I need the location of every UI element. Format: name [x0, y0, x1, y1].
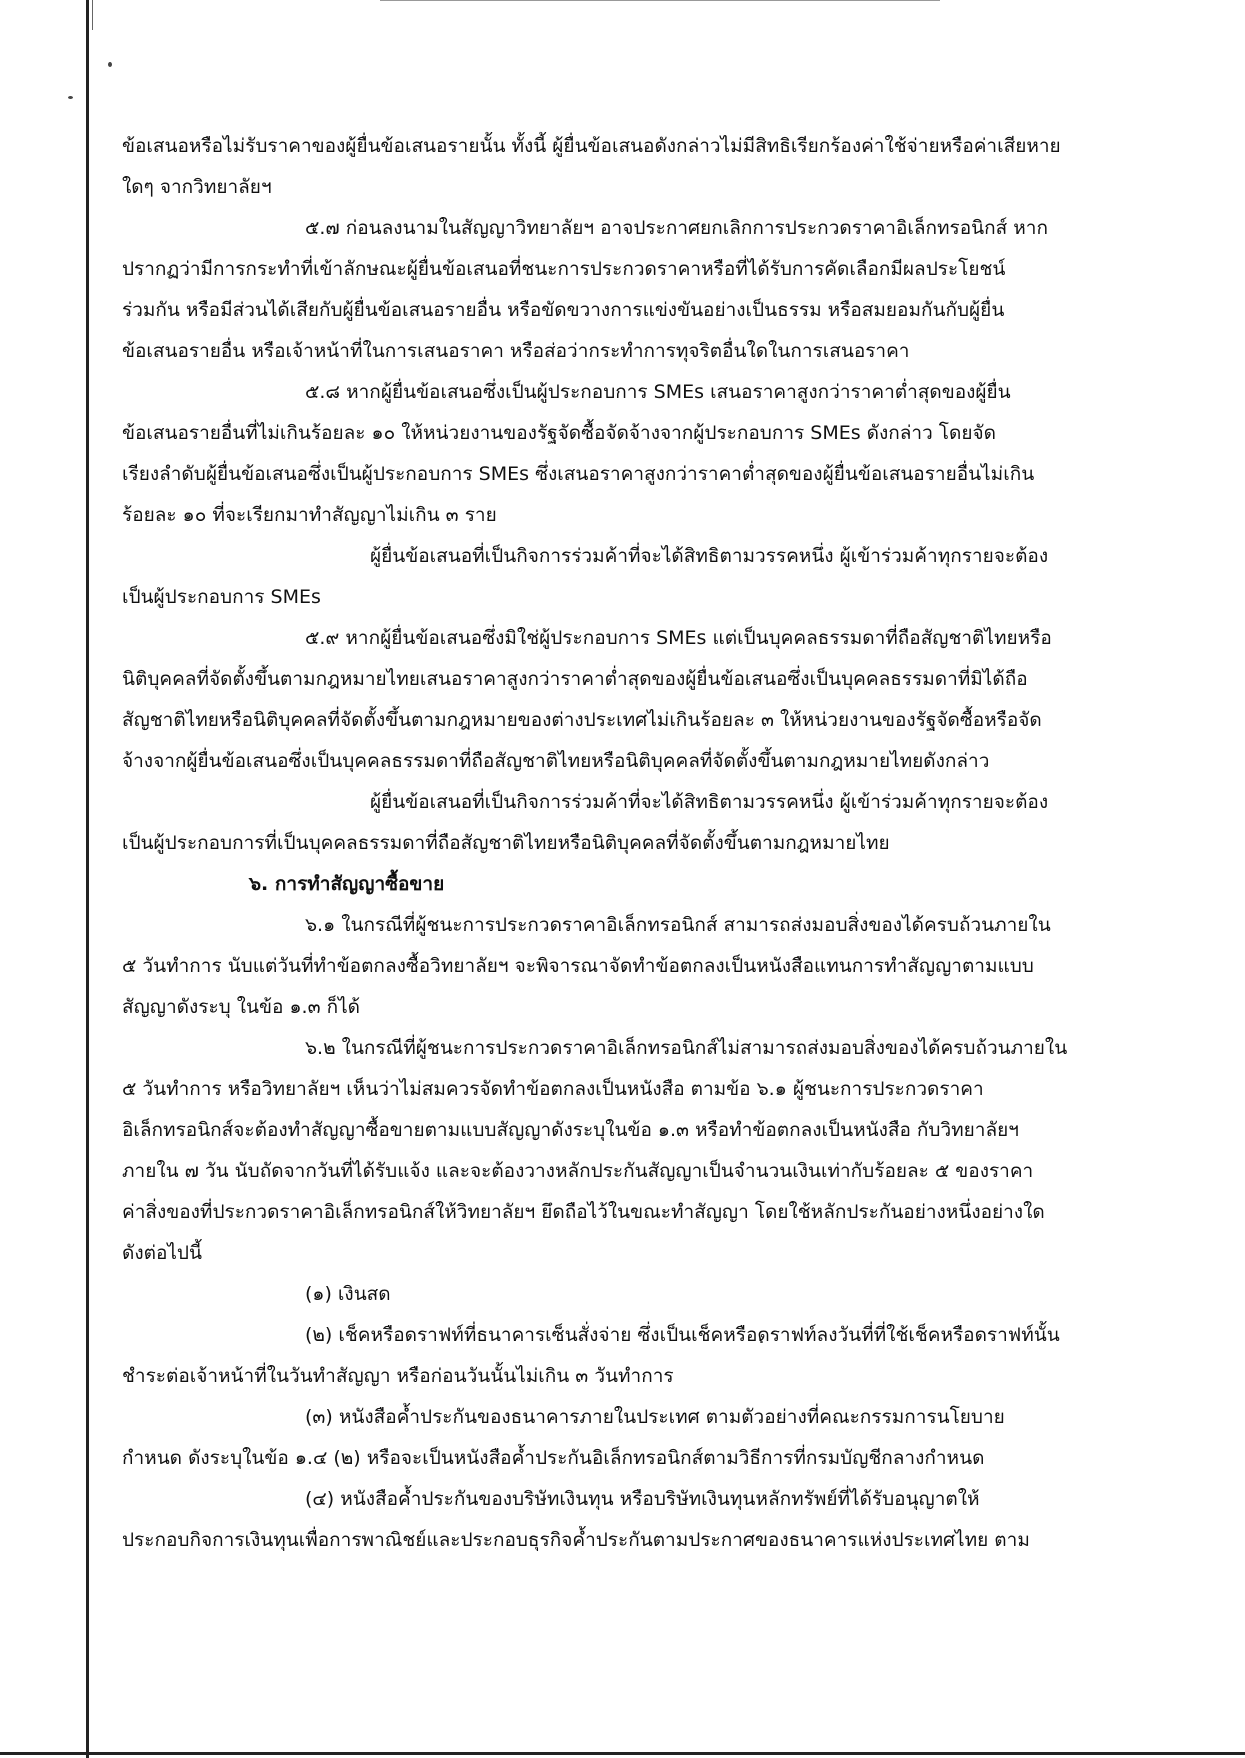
- text-line: ๕.๗ ก่อนลงนามในสัญญาวิทยาลัยฯ อาจประกาศยกเลิกการประกวดราคาอิเล็กทรอนิกส์ หาก: [305, 217, 1048, 239]
- text-line: ข้อเสนอรายอื่น หรือเจ้าหน้าที่ในการเสนอราคา หรือส่อว่ากระทำการทุจริตอื่นใดในการเสนอราคา: [122, 340, 910, 362]
- document-page: [122, 126, 1130, 1561]
- text-line: ผู้ยื่นข้อเสนอที่เป็นกิจการร่วมค้าที่จะได้สิทธิตามวรรคหนึ่ง ผู้เข้าร่วมค้าทุกรายจะต้อง: [370, 791, 1049, 813]
- scan-border-left: [86, 0, 89, 1758]
- section-heading: ๖. การทำสัญญาซื้อขาย: [249, 873, 445, 895]
- scan-speck: [68, 96, 73, 99]
- text-line: ชำระต่อเจ้าหน้าที่ในวันทำสัญญา หรือก่อนวันนั้นไม่เกิน ๓ วันทำการ: [122, 1365, 674, 1387]
- scan-border-left-faint: [92, 0, 93, 30]
- text-line: ๖.๑ ในกรณีที่ผู้ชนะการประกวดราคาอิเล็กทรอนิกส์ สามารถส่งมอบสิ่งของได้ครบถ้วนภายใน: [305, 914, 1051, 936]
- text-line: ร้อยละ ๑๐ ที่จะเรียกมาทำสัญญาไม่เกิน ๓ ราย: [122, 504, 497, 526]
- text-line: (๑) เงินสด: [305, 1283, 391, 1305]
- text-line: สัญญาดังระบุ ในข้อ ๑.๓ ก็ได้: [122, 996, 361, 1018]
- text-line: ภายใน ๗ วัน นับถัดจากวันที่ได้รับแจ้ง และจะต้องวางหลักประกันสัญญาเป็นจำนวนเงินเท่ากับร้อยละ ๕ ของราคา: [122, 1160, 1034, 1182]
- text-line: กำหนด ดังระบุในข้อ ๑.๔ (๒) หรือจะเป็นหนังสือค้ำประกันอิเล็กทรอนิกส์ตามวิธีการที่กรมบัญชีกลางกำหนด: [122, 1447, 985, 1469]
- text-line: อิเล็กทรอนิกส์จะต้องทำสัญญาซื้อขายตามแบบสัญญาดังระบุในข้อ ๑.๓ หรือทำข้อตกลงเป็นหนังสือ กับวิทยาลัยฯ: [122, 1119, 1019, 1141]
- text-line: ปรากฏว่ามีการกระทำที่เข้าลักษณะผู้ยื่นข้อเสนอที่ชนะการประกวดราคาหรือที่ได้รับการคัดเลือกมีผลประโยชน์: [122, 258, 1006, 280]
- text-line: เป็นผู้ประกอบการที่เป็นบุคคลธรรมดาที่ถือสัญชาติไทยหรือนิติบุคคลที่จัดตั้งขึ้นตามกฎหมายไทย: [122, 832, 890, 854]
- text-line: ร่วมกัน หรือมีส่วนได้เสียกับผู้ยื่นข้อเสนอรายอื่น หรือขัดขวางการแข่งขันอย่างเป็นธรรม หรือสมยอมกันกับผู้ยื่น: [122, 299, 1005, 321]
- text-line: ๕.๙ หากผู้ยื่นข้อเสนอซึ่งมิใช่ผู้ประกอบการ SMEs แต่เป็นบุคคลธรรมดาที่ถือสัญชาติไทยหรือ: [305, 627, 1052, 649]
- scan-border-top: [380, 0, 940, 1]
- text-line: ค่าสิ่งของที่ประกวดราคาอิเล็กทรอนิกส์ให้วิทยาลัยฯ ยึดถือไว้ในขณะทำสัญญา โดยใช้หลักประกันอย่างหนึ่งอย่างใด: [122, 1201, 1045, 1223]
- text-line: ข้อเสนอรายอื่นที่ไม่เกินร้อยละ ๑๐ ให้หน่วยงานของรัฐจัดซื้อจัดจ้างจากผู้ประกอบการ SMEs ดังกล่าว โดยจัด: [122, 422, 996, 444]
- text-line: (๓) หนังสือค้ำประกันของธนาคารภายในประเทศ ตามตัวอย่างที่คณะกรรมการนโยบาย: [305, 1406, 1005, 1428]
- scan-speck: [108, 62, 112, 67]
- text-line: (๒) เช็คหรือดราฟท์ที่ธนาคารเซ็นสั่งจ่าย ซึ่งเป็นเช็คหรือดราฟท์ลงวันที่ที่ใช้เช็คหรือดราฟท์นั้น: [305, 1324, 1060, 1346]
- text-line: สัญชาติไทยหรือนิติบุคคลที่จัดตั้งขึ้นตามกฎหมายของต่างประเทศไม่เกินร้อยละ ๓ ให้หน่วยงานของรัฐจัดซื้อหรือจัด: [122, 709, 1042, 731]
- text-line: ประกอบกิจการเงินทุนเพื่อการพาณิชย์และประกอบธุรกิจค้ำประกันตามประกาศของธนาคารแห่งประเทศไทย ตาม: [122, 1529, 1030, 1551]
- text-line: ดังต่อไปนี้: [122, 1242, 202, 1264]
- text-line: (๔) หนังสือค้ำประกันของบริษัทเงินทุน หรือบริษัทเงินทุนหลักทรัพย์ที่ได้รับอนุญาตให้: [305, 1488, 980, 1510]
- scan-border-bottom: [0, 1752, 1245, 1755]
- text-line: เรียงลำดับผู้ยื่นข้อเสนอซึ่งเป็นผู้ประกอบการ SMEs ซึ่งเสนอราคาสูงกว่าราคาต่ำสุดของผู้ยื่นข้อเสนอรายอื่นไม่เกิน: [122, 463, 1035, 485]
- text-line: เป็นผู้ประกอบการ SMEs: [122, 586, 321, 608]
- text-line: จ้างจากผู้ยื่นข้อเสนอซึ่งเป็นบุคคลธรรมดาที่ถือสัญชาติไทยหรือนิติบุคคลที่จัดตั้งขึ้นตามกฎหมายไทยดังกล่าว: [122, 750, 990, 772]
- text-line: ๕ วันทำการ หรือวิทยาลัยฯ เห็นว่าไม่สมควรจัดทำข้อตกลงเป็นหนังสือ ตามข้อ ๖.๑ ผู้ชนะการประกวดราคา: [122, 1078, 984, 1100]
- text-line: ใดๆ จากวิทยาลัยฯ: [122, 176, 272, 198]
- text-line: ๕.๘ หากผู้ยื่นข้อเสนอซึ่งเป็นผู้ประกอบการ SMEs เสนอราคาสูงกว่าราคาต่ำสุดของผู้ยื่น: [305, 381, 1011, 403]
- text-line: นิติบุคคลที่จัดตั้งขึ้นตามกฎหมายไทยเสนอราคาสูงกว่าราคาต่ำสุดของผู้ยื่นข้อเสนอซึ่งเป็นบุคคลธรรมดาที่มิได้ถือ: [122, 668, 1028, 690]
- text-line: ข้อเสนอหรือไม่รับราคาของผู้ยื่นข้อเสนอรายนั้น ทั้งนี้ ผู้ยื่นข้อเสนอดังกล่าวไม่มีสิทธิเรียกร้องค่าใช้จ่ายหรือค่าเสียหาย: [122, 135, 1061, 157]
- text-line: ๖.๒ ในกรณีที่ผู้ชนะการประกวดราคาอิเล็กทรอนิกส์ไม่สามารถส่งมอบสิ่งของได้ครบถ้วนภายใน: [305, 1037, 1068, 1059]
- text-line: ผู้ยื่นข้อเสนอที่เป็นกิจการร่วมค้าที่จะได้สิทธิตามวรรคหนึ่ง ผู้เข้าร่วมค้าทุกรายจะต้อง: [370, 545, 1049, 567]
- text-line: ๕ วันทำการ นับแต่วันที่ทำข้อตกลงซื้อวิทยาลัยฯ จะพิจารณาจัดทำข้อตกลงเป็นหนังสือแทนการทำสัญญาตามแบบ: [122, 955, 1034, 977]
